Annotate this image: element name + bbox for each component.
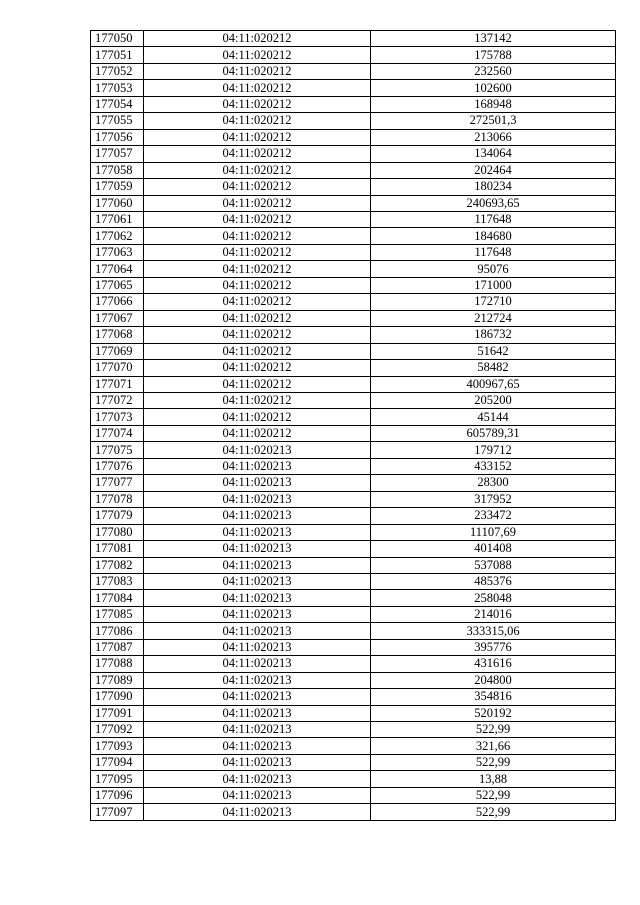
- cadastral-code-cell: 04:11:020213: [144, 639, 371, 655]
- row-id-cell: 177070: [91, 360, 144, 376]
- row-id-cell: 177057: [91, 146, 144, 162]
- row-id-cell: 177082: [91, 557, 144, 573]
- cadastral-code-cell: 04:11:020212: [144, 113, 371, 129]
- table-row: [91, 343, 616, 359]
- table-row: [91, 771, 616, 787]
- cadastral-code-cell: 04:11:020212: [144, 162, 371, 178]
- cadastral-code-cell: 04:11:020213: [144, 491, 371, 507]
- row-id-cell: 177056: [91, 129, 144, 145]
- table-row: [91, 754, 616, 770]
- row-id-cell: 177077: [91, 475, 144, 491]
- value-cell: 522,99: [371, 787, 616, 803]
- cadastral-code-cell: 04:11:020212: [144, 129, 371, 145]
- value-cell: 184680: [371, 228, 616, 244]
- row-id-cell: 177080: [91, 524, 144, 540]
- table-row: [91, 590, 616, 606]
- value-cell: 172710: [371, 294, 616, 310]
- value-cell: 240693,65: [371, 195, 616, 211]
- row-id-cell: 177089: [91, 672, 144, 688]
- row-id-cell: 177076: [91, 458, 144, 474]
- row-id-cell: 177075: [91, 442, 144, 458]
- value-cell: 13,88: [371, 771, 616, 787]
- row-id-cell: 177091: [91, 705, 144, 721]
- table-row: [91, 524, 616, 540]
- cadastral-code-cell: 04:11:020212: [144, 80, 371, 96]
- table-row: [91, 376, 616, 392]
- row-id-cell: 177083: [91, 573, 144, 589]
- cadastral-code-cell: 04:11:020213: [144, 573, 371, 589]
- value-cell: 433152: [371, 458, 616, 474]
- row-id-cell: 177093: [91, 738, 144, 754]
- row-id-cell: 177050: [91, 31, 144, 47]
- table-row: [91, 639, 616, 655]
- table-row: [91, 409, 616, 425]
- table-row: [91, 63, 616, 79]
- value-cell: 180234: [371, 179, 616, 195]
- cadastral-code-cell: 04:11:020213: [144, 606, 371, 622]
- cadastral-code-cell: 04:11:020212: [144, 228, 371, 244]
- value-cell: 522,99: [371, 722, 616, 738]
- row-id-cell: 177086: [91, 623, 144, 639]
- value-cell: 321,66: [371, 738, 616, 754]
- row-id-cell: 177064: [91, 261, 144, 277]
- value-cell: 522,99: [371, 754, 616, 770]
- row-id-cell: 177068: [91, 327, 144, 343]
- value-cell: 520192: [371, 705, 616, 721]
- cadastral-code-cell: 04:11:020212: [144, 63, 371, 79]
- row-id-cell: 177065: [91, 277, 144, 293]
- value-cell: 204800: [371, 672, 616, 688]
- value-cell: 212724: [371, 310, 616, 326]
- table-row: [91, 113, 616, 129]
- table-row: [91, 146, 616, 162]
- cadastral-code-cell: 04:11:020212: [144, 327, 371, 343]
- table-row: [91, 294, 616, 310]
- table-row: [91, 738, 616, 754]
- value-cell: 168948: [371, 96, 616, 112]
- cadastral-code-cell: 04:11:020212: [144, 294, 371, 310]
- value-cell: 395776: [371, 639, 616, 655]
- cadastral-code-cell: 04:11:020213: [144, 458, 371, 474]
- row-id-cell: 177081: [91, 541, 144, 557]
- table-row: [91, 804, 616, 820]
- row-id-cell: 177073: [91, 409, 144, 425]
- table-row: [91, 705, 616, 721]
- table-row: [91, 162, 616, 178]
- cadastral-code-cell: 04:11:020212: [144, 31, 371, 47]
- row-id-cell: 177067: [91, 310, 144, 326]
- table-row: [91, 557, 616, 573]
- cadastral-code-cell: 04:11:020212: [144, 244, 371, 260]
- row-id-cell: 177096: [91, 787, 144, 803]
- table-row: [91, 392, 616, 408]
- row-id-cell: 177052: [91, 63, 144, 79]
- cadastral-code-cell: 04:11:020213: [144, 787, 371, 803]
- cadastral-code-cell: 04:11:020213: [144, 557, 371, 573]
- cadastral-code-cell: 04:11:020213: [144, 771, 371, 787]
- table-row: [91, 491, 616, 507]
- table-row: [91, 508, 616, 524]
- value-cell: 175788: [371, 47, 616, 63]
- cadastral-code-cell: 04:11:020213: [144, 541, 371, 557]
- row-id-cell: 177094: [91, 754, 144, 770]
- table-row: [91, 722, 616, 738]
- table-row: [91, 195, 616, 211]
- table-row: [91, 425, 616, 441]
- table-row: [91, 656, 616, 672]
- value-cell: 537088: [371, 557, 616, 573]
- value-cell: 51642: [371, 343, 616, 359]
- row-id-cell: 177059: [91, 179, 144, 195]
- cadastral-code-cell: 04:11:020212: [144, 261, 371, 277]
- table-row: [91, 360, 616, 376]
- data-table: [90, 30, 616, 821]
- cadastral-code-cell: 04:11:020212: [144, 310, 371, 326]
- value-cell: 485376: [371, 573, 616, 589]
- cadastral-code-cell: 04:11:020213: [144, 524, 371, 540]
- value-cell: 205200: [371, 392, 616, 408]
- row-id-cell: 177053: [91, 80, 144, 96]
- cadastral-code-cell: 04:11:020213: [144, 475, 371, 491]
- table-row: [91, 261, 616, 277]
- cadastral-code-cell: 04:11:020213: [144, 508, 371, 524]
- table-row: [91, 458, 616, 474]
- row-id-cell: 177097: [91, 804, 144, 820]
- value-cell: 202464: [371, 162, 616, 178]
- value-cell: 400967,65: [371, 376, 616, 392]
- table-row: [91, 541, 616, 557]
- value-cell: 232560: [371, 63, 616, 79]
- value-cell: 605789,31: [371, 425, 616, 441]
- value-cell: 102600: [371, 80, 616, 96]
- cadastral-code-cell: 04:11:020212: [144, 425, 371, 441]
- cadastral-code-cell: 04:11:020212: [144, 277, 371, 293]
- row-id-cell: 177063: [91, 244, 144, 260]
- cadastral-code-cell: 04:11:020213: [144, 705, 371, 721]
- value-cell: 171000: [371, 277, 616, 293]
- value-cell: 258048: [371, 590, 616, 606]
- value-cell: 117648: [371, 211, 616, 227]
- value-cell: 28300: [371, 475, 616, 491]
- row-id-cell: 177071: [91, 376, 144, 392]
- value-cell: 213066: [371, 129, 616, 145]
- row-id-cell: 177078: [91, 491, 144, 507]
- row-id-cell: 177051: [91, 47, 144, 63]
- cadastral-code-cell: 04:11:020213: [144, 804, 371, 820]
- table-row: [91, 228, 616, 244]
- value-cell: 134064: [371, 146, 616, 162]
- value-cell: 333315,06: [371, 623, 616, 639]
- value-cell: 272501,3: [371, 113, 616, 129]
- value-cell: 431616: [371, 656, 616, 672]
- row-id-cell: 177055: [91, 113, 144, 129]
- table-row: [91, 244, 616, 260]
- cadastral-code-cell: 04:11:020213: [144, 738, 371, 754]
- table-row: [91, 689, 616, 705]
- table-row: [91, 672, 616, 688]
- table-row: [91, 129, 616, 145]
- cadastral-code-cell: 04:11:020212: [144, 360, 371, 376]
- value-cell: 317952: [371, 491, 616, 507]
- cadastral-code-cell: 04:11:020213: [144, 442, 371, 458]
- table-row: [91, 573, 616, 589]
- table-row: [91, 442, 616, 458]
- cadastral-code-cell: 04:11:020212: [144, 343, 371, 359]
- table-row: [91, 80, 616, 96]
- cadastral-code-cell: 04:11:020212: [144, 47, 371, 63]
- cadastral-code-cell: 04:11:020213: [144, 623, 371, 639]
- row-id-cell: 177060: [91, 195, 144, 211]
- row-id-cell: 177092: [91, 722, 144, 738]
- cadastral-code-cell: 04:11:020213: [144, 672, 371, 688]
- table-row: [91, 606, 616, 622]
- value-cell: 179712: [371, 442, 616, 458]
- cadastral-code-cell: 04:11:020212: [144, 179, 371, 195]
- row-id-cell: 177069: [91, 343, 144, 359]
- cadastral-code-cell: 04:11:020212: [144, 146, 371, 162]
- value-cell: 354816: [371, 689, 616, 705]
- cadastral-code-cell: 04:11:020212: [144, 409, 371, 425]
- table-row: [91, 96, 616, 112]
- row-id-cell: 177066: [91, 294, 144, 310]
- value-cell: 11107,69: [371, 524, 616, 540]
- row-id-cell: 177079: [91, 508, 144, 524]
- value-cell: 45144: [371, 409, 616, 425]
- cadastral-code-cell: 04:11:020213: [144, 590, 371, 606]
- table-row: [91, 277, 616, 293]
- value-cell: 58482: [371, 360, 616, 376]
- table-row: [91, 623, 616, 639]
- cadastral-code-cell: 04:11:020213: [144, 754, 371, 770]
- row-id-cell: 177085: [91, 606, 144, 622]
- table-row: [91, 787, 616, 803]
- table-body: [91, 31, 616, 821]
- cadastral-code-cell: 04:11:020212: [144, 392, 371, 408]
- row-id-cell: 177074: [91, 425, 144, 441]
- value-cell: 401408: [371, 541, 616, 557]
- table-row: [91, 310, 616, 326]
- row-id-cell: 177084: [91, 590, 144, 606]
- row-id-cell: 177061: [91, 211, 144, 227]
- row-id-cell: 177095: [91, 771, 144, 787]
- table-row: [91, 475, 616, 491]
- value-cell: 214016: [371, 606, 616, 622]
- row-id-cell: 177054: [91, 96, 144, 112]
- row-id-cell: 177087: [91, 639, 144, 655]
- table-row: [91, 31, 616, 47]
- value-cell: 233472: [371, 508, 616, 524]
- row-id-cell: 177058: [91, 162, 144, 178]
- cadastral-code-cell: 04:11:020213: [144, 656, 371, 672]
- value-cell: 186732: [371, 327, 616, 343]
- cadastral-code-cell: 04:11:020212: [144, 195, 371, 211]
- row-id-cell: 177088: [91, 656, 144, 672]
- row-id-cell: 177062: [91, 228, 144, 244]
- cadastral-code-cell: 04:11:020212: [144, 211, 371, 227]
- table-row: [91, 327, 616, 343]
- cadastral-code-cell: 04:11:020213: [144, 689, 371, 705]
- value-cell: 117648: [371, 244, 616, 260]
- table-row: [91, 211, 616, 227]
- table-row: [91, 47, 616, 63]
- table-row: [91, 179, 616, 195]
- value-cell: 137142: [371, 31, 616, 47]
- row-id-cell: 177072: [91, 392, 144, 408]
- cadastral-code-cell: 04:11:020212: [144, 376, 371, 392]
- value-cell: 522,99: [371, 804, 616, 820]
- cadastral-code-cell: 04:11:020212: [144, 96, 371, 112]
- value-cell: 95076: [371, 261, 616, 277]
- cadastral-code-cell: 04:11:020213: [144, 722, 371, 738]
- row-id-cell: 177090: [91, 689, 144, 705]
